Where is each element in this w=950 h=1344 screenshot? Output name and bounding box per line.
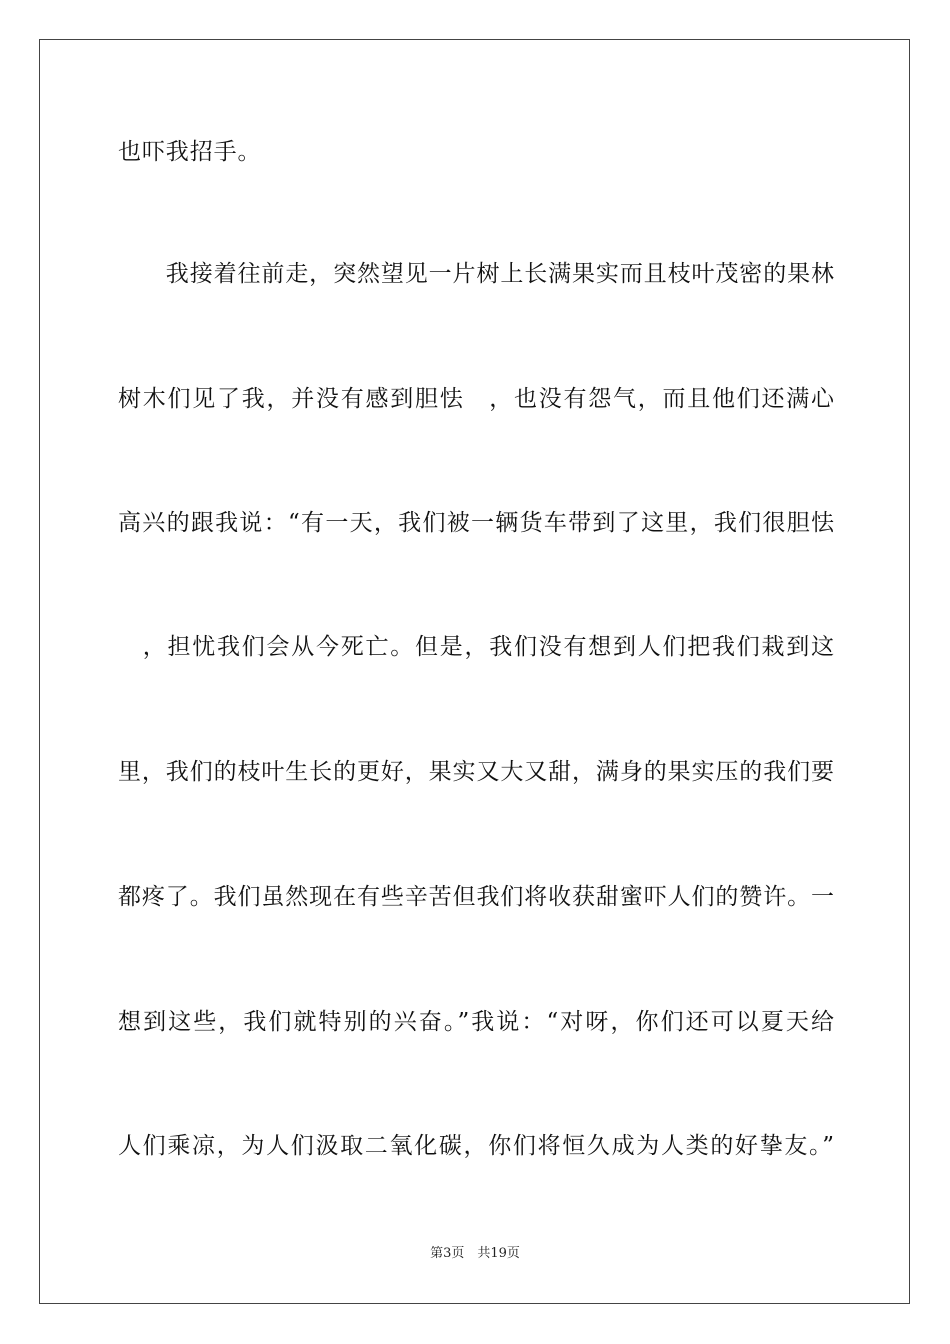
page-frame [39,39,910,1304]
paragraph-line-8: 想到这些，我们就特别的兴奋。”我说：“对呀，你们还可以夏天给 [118,1009,834,1035]
paragraph-line-6: 里，我们的枝叶生长的更好，果实又大又甜，满身的果实压的我们要 [118,759,834,785]
paragraph-line-5: ，担忧我们会从今死亡。但是，我们没有想到人们把我们栽到这 [118,634,834,660]
paragraph-line-4: 高兴的跟我说：“有一天，我们被一辆货车带到了这里，我们很胆怯 [118,510,834,536]
paragraph-line-9: 人们乘凉，为人们汲取二氧化碳，你们将恒久成为人类的好挚友。” [118,1133,834,1159]
paragraph-line-3: 树木们见了我，并没有感到胆怯 ，也没有怨气，而且他们还满心 [118,386,834,412]
paragraph-line-2: 我接着往前走，突然望见一片树上长满果实而且枝叶茂密的果林 [118,261,834,287]
page-number-footer: 第3页 共19页 [430,1246,520,1261]
paragraph-line-1: 也吓我招手。 [118,139,262,165]
paragraph-line-7: 都疼了。我们虽然现在有些辛苦但我们将收获甜蜜吓人们的赞许。一 [118,884,834,910]
